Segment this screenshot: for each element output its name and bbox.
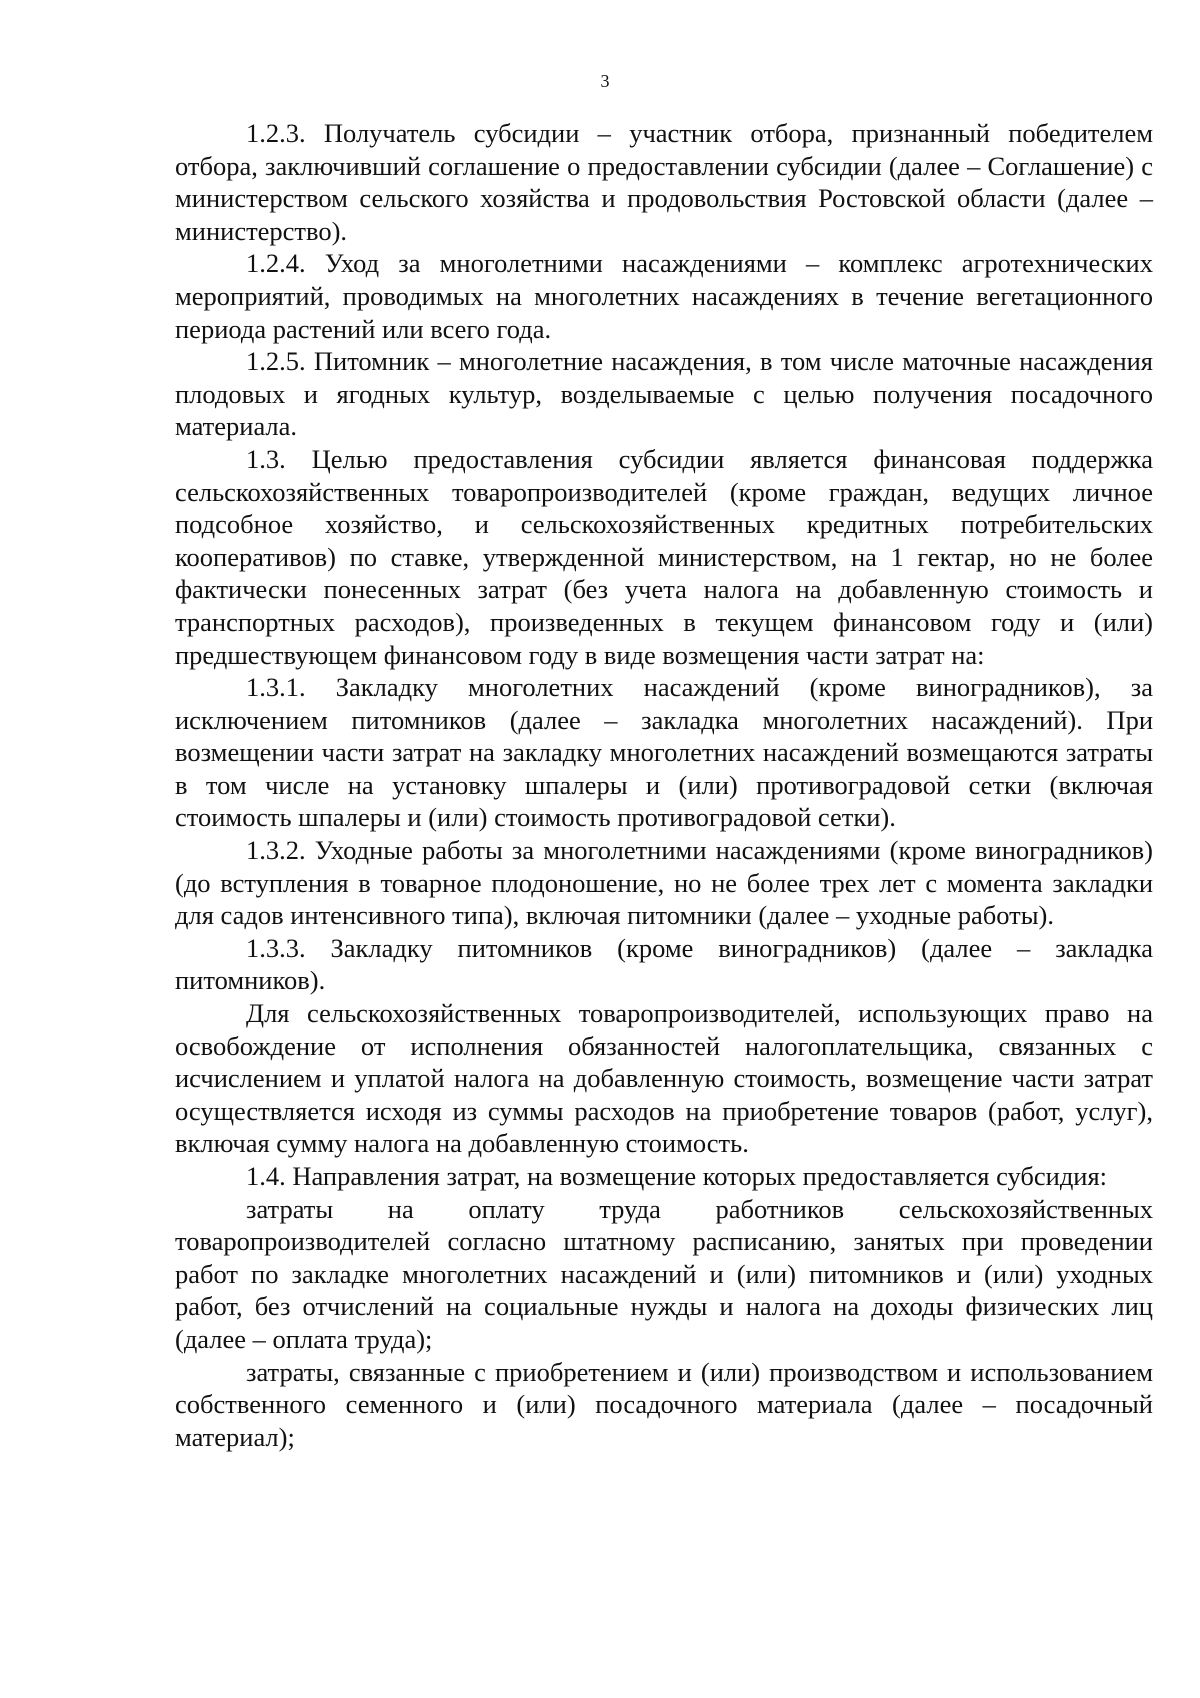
paragraph-1-3-3: 1.3.3. Закладку питомников (кроме виноградников) (далее – закладка питомников). — [175, 932, 1153, 996]
paragraph-1-2-4: 1.2.4. Уход за многолетними насаждениями – комплекс агротехнических мероприятий, проводимых на многолетних насаждениях в течение вегетационного периода растений или всего года. — [175, 248, 1153, 344]
page-number: 3 — [600, 71, 610, 91]
paragraph-1-3-1: 1.3.1. Закладку многолетних насаждений (кроме виноградников), за исключением питомников (далее – закладка многолетних насаждений). При возмещении части затрат на закладку многолетних насаждений возмещаются затраты в том числе на установку шпалеры и (или) противоградовой сетки (включая стоимость шпалеры и (или) стоимость противоградовой сетки). — [175, 672, 1153, 833]
paragraph-1-3: 1.3. Целью предоставления субсидии является финансовая поддержка сельскохозяйственных товаропроизводителей (кроме граждан, ведущих личное подсобное хозяйство, и сельскохозяйственных кредитных потребительских кооперативов) по ставке, утвержденной министерством, на 1 гектар, но не более фактически понесенных затрат (без учета налога на добавленную стоимость и транспортных расходов), произведенных в текущем финансовом году и (или) предшествующем финансовом году в виде возмещения части затрат на: — [175, 443, 1153, 670]
paragraph-labor-costs: затраты на оплату труда работников сельскохозяйственных товаропроизводителей согласно штатному расписанию, занятых при проведении работ по закладке многолетних насаждений и (или) питомников и (или) уходных работ, без отчислений на социальные нужды и налога на доходы физических лиц (далее – оплата труда); — [175, 1193, 1153, 1354]
paragraph-1-2-3: 1.2.3. Получатель субсидии – участник отбора, признанный победителем отбора, заключивший соглашение о предоставлении субсидии (далее – Соглашение) с министерством сельского хозяйства и продовольствия Ростовской области (далее – министерство). — [175, 118, 1153, 246]
paragraph-planting-material: затраты, связанные с приобретением и (или) производством и использованием собственного семенного и (или) посадочного материала (далее – посадочный материал); — [175, 1356, 1153, 1452]
paragraph-1-3-2: 1.3.2. Уходные работы за многолетними насаждениями (кроме виноградников) (до вступления в товарное плодоношение, но не более трех лет с момента закладки для садов интенсивного типа), включая питомники (далее – уходные работы). — [175, 835, 1153, 931]
paragraph-1-2-5: 1.2.5. Питомник – многолетние насаждения, в том числе маточные насаждения плодовых и ягодных культур, возделываемые с целью получения посадочного материала. — [175, 346, 1153, 442]
paragraph-1-4: 1.4. Направления затрат, на возмещение которых предоставляется субсидия: — [246, 1161, 1108, 1191]
paragraph-vat-exemption: Для сельскохозяйственных товаропроизводителей, использующих право на освобождение от исполнения обязанностей налогоплательщика, связанных с исчислением и уплатой налога на добавленную стоимость, возмещение части затрат осуществляется исходя из суммы расходов на приобретение товаров (работ, услуг), включая сумму налога на добавленную стоимость. — [175, 998, 1153, 1159]
document-body — [175, 117, 1153, 1453]
